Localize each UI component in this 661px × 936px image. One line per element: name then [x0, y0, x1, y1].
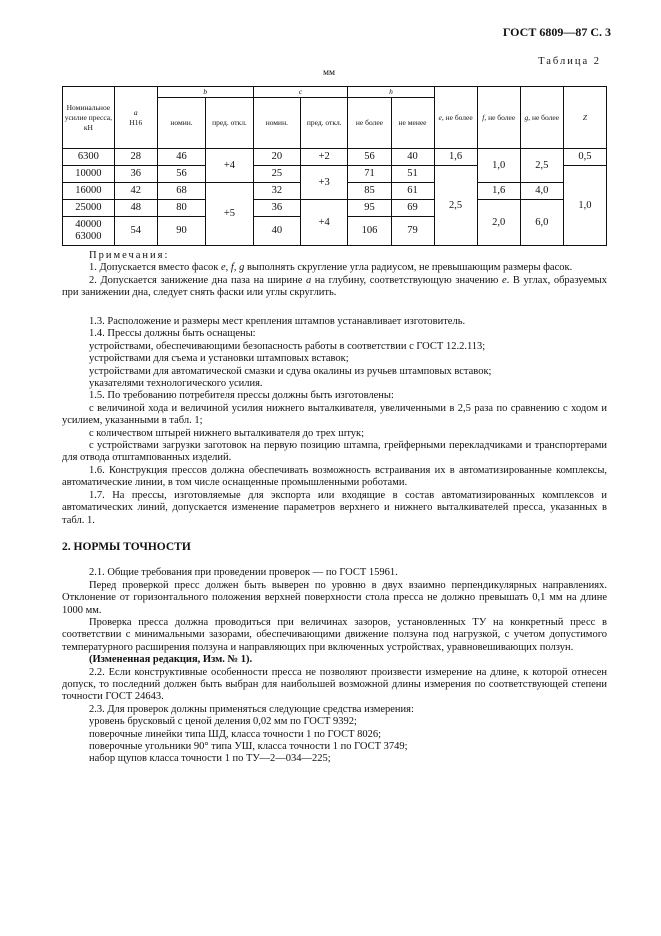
text-fragment: , [225, 262, 231, 274]
header-e [434, 87, 477, 149]
paragraph-2-1-b: Проверка пресса должна проводиться при величинах зазоров, установленных ТУ на конкретный пресс в соответствии с минимальными зазорами, обеспечивающими движение ползуна под нагрузкой, с учетом допустимого температурного расширения ползуна и направляющих при включенных устройствах, уравновешивающих ползун. [62, 616, 607, 653]
notes-title: Примечания: [89, 250, 170, 261]
table-cell: 56 [348, 149, 391, 166]
list-item: указателями технологического усилия. [89, 378, 263, 390]
paragraph-2-1: 2.1. Общие требования при проведении проверок — по ГОСТ 15961. [89, 567, 398, 579]
table-cell: 36 [253, 200, 300, 217]
table-caption: Таблица 2 [538, 56, 601, 67]
table-cell: 85 [348, 183, 391, 200]
table-cell: 46 [157, 149, 205, 166]
table-cell: 2,0 [477, 200, 520, 246]
text-fragment: выполнять скругление угла радиусом, не превышающим размеры фасок. [244, 262, 573, 274]
header-force: Номинальное усилие пресса, кН [63, 87, 115, 149]
header-text: , не более [528, 112, 560, 122]
document-body [62, 316, 607, 766]
table-unit: мм [323, 68, 336, 78]
table-cell: 42 [114, 183, 157, 200]
table-cell: 25000 [63, 200, 115, 217]
paragraph-2-3: 2.3. Для проверок должны применяться следующие средства измерения: [89, 703, 414, 715]
paragraph-1-5: 1.5. По требованию потребителя прессы должны быть изготовлены: [89, 390, 394, 402]
header-g [520, 87, 563, 149]
paragraph-1-3: 1.3. Расположение и размеры мест крепления штампов устанавливает изготовитель. [89, 316, 466, 327]
table-cell [63, 217, 115, 246]
table-cell: 20 [253, 149, 300, 166]
table-cell: 71 [348, 166, 391, 183]
header-c-nomin: номин. [253, 98, 300, 149]
header-text: g [524, 112, 529, 122]
text-fragment: f [230, 262, 234, 274]
list-item: устройствами для автоматической смазки и сдува окалины из ручьев штамповых вставок; [89, 365, 492, 377]
header-h: h [348, 87, 434, 98]
list-item: поверочные угольники 90° типа УШ, класса точности 1 по ГОСТ 3749; [89, 741, 408, 752]
list-item: уровень брусковый с ценой деления 0,02 мм по ГОСТ 9392; [89, 716, 357, 728]
header-f [477, 87, 520, 149]
text-fragment: a [305, 274, 312, 286]
header-a [114, 87, 157, 149]
table-cell: 0,5 [563, 149, 606, 166]
table-cell: 1,0 [563, 166, 606, 246]
note-1 [62, 262, 607, 274]
header-c: c [253, 87, 348, 98]
list-item: с величиной хода и величиной усилия нижнего выталкивателя, увеличенными в 2,5 раза по сравнению с ходом и усилием, указанными в табл. 1; [62, 402, 607, 427]
note-2 [62, 275, 607, 300]
list-item: набор щупов класса точности 1 по ТУ—2—034—225; [89, 753, 331, 765]
table-cell: 2,5 [520, 149, 563, 183]
table-cell: 95 [348, 200, 391, 217]
page-header: ГОСТ 6809—87 С. 3 [502, 25, 611, 39]
table-cell: 51 [391, 166, 434, 183]
text-fragment: 63000 [75, 231, 102, 242]
table-cell: 36 [114, 166, 157, 183]
text-fragment: . В углах, образуемых при занижении дна, следует снять фаски или углы скруглить. [62, 274, 607, 299]
text-fragment: g [239, 262, 245, 274]
header-b: b [157, 87, 253, 98]
table-cell: 61 [391, 183, 434, 200]
text-fragment: e [501, 274, 507, 286]
table-cell: 56 [157, 166, 205, 183]
table-cell: +2 [301, 149, 348, 166]
table-cell: 10000 [63, 166, 115, 183]
table-cell: 1,6 [434, 149, 477, 166]
table-cell: 28 [114, 149, 157, 166]
header-z: Z [563, 87, 606, 149]
list-item: поверочные линейки типа ШД, класса точности 1 по ГОСТ 8026; [89, 728, 382, 740]
section-title: 2. НОРМЫ ТОЧНОСТИ [62, 540, 191, 553]
table-cell: 48 [114, 200, 157, 217]
header-a-tolerance: H16 [129, 117, 143, 127]
table-cell: 1,0 [477, 149, 520, 183]
paragraph-2-1-a: Перед проверкой пресс должен быть выверен по уровню в двух взаимно перпендикулярных направлениях. Отклонение от горизонтального положения верхней поверхности стола пресса не должно превышать 0,1 мм на длине 1000 мм. [62, 579, 607, 616]
paragraph-2-2: 2.2. Если конструктивные особенности пресса не позволяют произвести измерение на длине, к которой отнесен допуск, то последний должен быть выбран для наибольшей возможной длины измерения по соответствующей степени точности ГОСТ 24643. [62, 666, 607, 703]
table-cell: 40 [391, 149, 434, 166]
header-c-pred: пред. откл. [301, 98, 348, 149]
header-h-min: не менее [391, 98, 434, 149]
table-cell: 79 [391, 217, 434, 246]
table-cell: 106 [348, 217, 391, 246]
table-cell: 16000 [63, 183, 115, 200]
header-text: e [438, 112, 442, 122]
header-h-max: не более [348, 98, 391, 149]
list-item: устройствами для съема и установки штамповых вставок; [89, 353, 349, 365]
text-fragment: 40000 [75, 219, 102, 230]
text-fragment: , [233, 262, 240, 274]
table-cell: 54 [114, 217, 157, 246]
header-b-nomin: номин. [157, 98, 205, 149]
table-notes [62, 250, 607, 300]
table-cell: 90 [157, 217, 205, 246]
table-cell: 6300 [63, 149, 115, 166]
header-a-letter: a [133, 107, 138, 117]
header-text: , не более [441, 112, 473, 122]
list-item: с устройствами загрузки заготовок на первую позицию штампа, грейферными перекладчиками и транспортерами для отвода отштампованных изделий. [62, 440, 607, 464]
amendment-note: (Измененная редакция, Изм. № 1). [89, 654, 253, 666]
text-fragment: 2. Допускается занижение дна паза на ширине [89, 274, 306, 286]
table-row [63, 200, 607, 217]
table-cell: 32 [253, 183, 300, 200]
list-item: с количеством штырей нижнего выталкивателя до трех штук; [89, 427, 365, 439]
text-fragment: e [220, 262, 226, 274]
table-cell: 2,5 [434, 166, 477, 246]
table-cell: 40 [253, 217, 300, 246]
table-cell: 80 [157, 200, 205, 217]
header-text: f [482, 112, 485, 122]
text-fragment: 1. Допускается вместо фасок [89, 262, 221, 274]
paragraph-1-4: 1.4. Прессы должны быть оснащены: [89, 328, 256, 340]
table-row [63, 149, 607, 166]
table-cell: 68 [157, 183, 205, 200]
table-cell: +3 [301, 166, 348, 200]
header-text: , не более [484, 112, 516, 122]
table-cell: 1,6 [477, 183, 520, 200]
table-cell: +5 [206, 183, 253, 246]
paragraph-1-6: 1.6. Конструкция прессов должна обеспечивать возможность встраивания их в автоматизированные комплексы, автоматические линии, в том числе оснащенные промышленными роботами. [62, 464, 607, 489]
header-b-pred: пред. откл. [206, 98, 253, 149]
paragraph-1-7: 1.7. На прессы, изготовляемые для экспорта или входящие в состав автоматизированных комплексов и автоматических линий, допускается изменение параметров верхнего и нижнего выталкивателей пресса, указанных в табл. 1. [62, 489, 607, 526]
table-cell: 6,0 [520, 200, 563, 246]
text-fragment: на глубину, соответствующую значению [311, 274, 502, 286]
table-cell: +4 [206, 149, 253, 183]
table-cell: 69 [391, 200, 434, 217]
table-cell: 25 [253, 166, 300, 183]
dimensions-table [62, 86, 607, 246]
table-cell: +4 [301, 200, 348, 246]
table-cell: 4,0 [520, 183, 563, 200]
list-item: устройствами, обеспечивающими безопасность работы в соответствии с ГОСТ 12.2.113; [89, 340, 486, 352]
